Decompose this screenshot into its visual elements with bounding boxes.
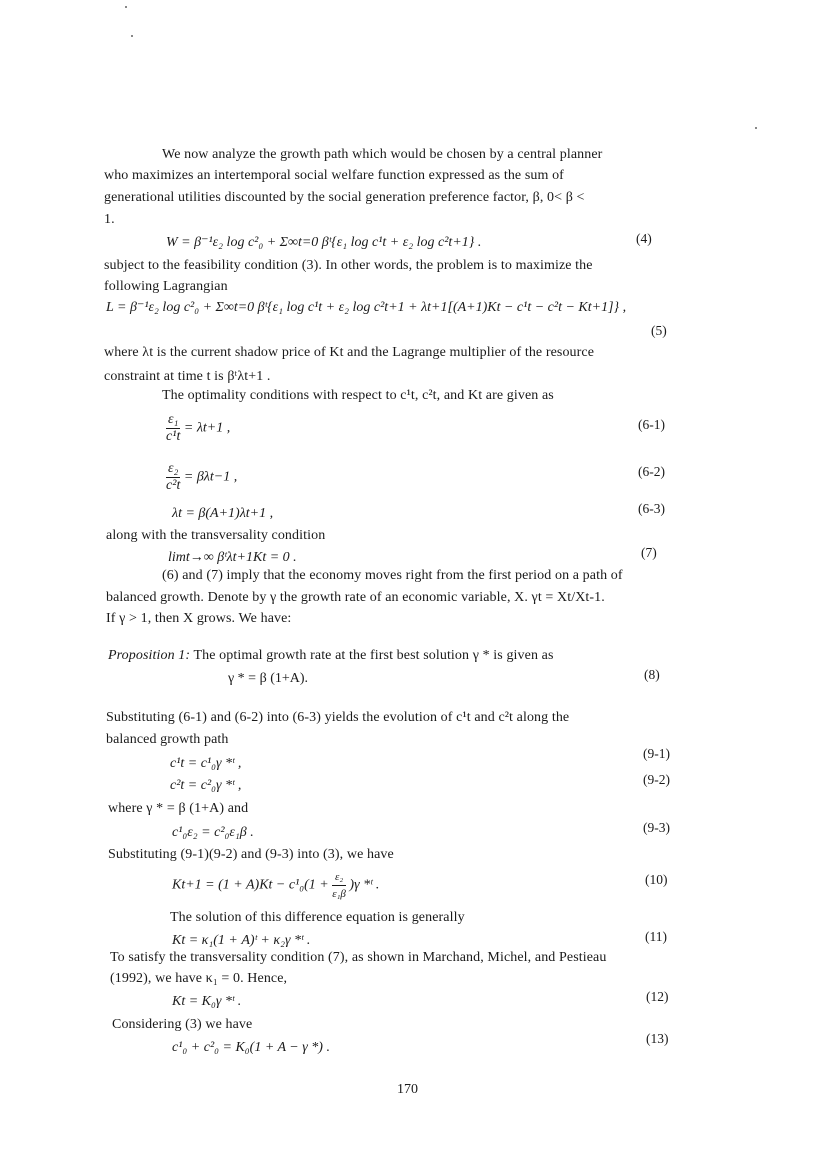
equation-number-12: (12) — [646, 989, 669, 1004]
equation-number-11: (11) — [645, 929, 667, 944]
paragraph-6-line-3: If γ > 1, then X grows. We have: — [106, 611, 292, 626]
paragraph-12-line-1: Considering (3) we have — [112, 1017, 253, 1032]
equation-number-8: (8) — [644, 667, 660, 682]
paragraph-1-line-1: We now analyze the growth path which would be chosen by a central planner — [162, 147, 603, 162]
equation-number-9-2: (9-2) — [643, 772, 670, 787]
paragraph-11-line-2: (1992), we have κ₁ = 0. Hence, — [110, 971, 288, 986]
equation-9-2: c²t = c²₀γ *ᵗ , — [170, 778, 242, 793]
paragraph-3-line-2: constraint at time t is βᵗλt+1 . — [104, 369, 271, 384]
equation-13: c¹₀ + c²₀ = K₀(1 + A − γ *) . — [172, 1040, 330, 1055]
equation-number-9-1: (9-1) — [643, 746, 670, 761]
equation-10-lhs: Kt+1 = (1 + A)Kt − c¹₀(1 + — [172, 877, 329, 893]
equation-number-6-2: (6-2) — [638, 464, 665, 479]
equation-10-denominator: ε₁β — [332, 888, 346, 900]
paragraph-3-line-1: where λt is the current shadow price of Kt and the Lagrange multiplier of the resource — [104, 345, 595, 360]
paragraph-2-line-1: subject to the feasibility condition (3). In other words, the problem is to maximize the — [104, 258, 593, 273]
proposition-1 — [108, 647, 554, 665]
equation-number-6-3: (6-3) — [638, 501, 665, 516]
paragraph-9-line-1: Substituting (9-1)(9-2) and (9-3) into (3), we have — [108, 847, 394, 862]
paragraph-6-line-1: (6) and (7) imply that the economy moves right from the first period on a path of — [162, 568, 623, 583]
equation-6-2-denominator: c²t — [166, 478, 181, 493]
paragraph-11-line-1: To satisfy the transversality condition (7), as shown in Marchand, Michel, and Pestieau — [110, 950, 607, 965]
paragraph-6-line-2: balanced growth. Denote by γ the growth rate of an economic variable, X. γt = Xt/Xt-1. — [106, 590, 605, 605]
proposition-label: Proposition 1: — [108, 648, 191, 663]
equation-6-2-rhs: = βλt−1 , — [183, 469, 238, 485]
equation-number-6-1: (6-1) — [638, 417, 665, 432]
equation-number-4: (4) — [636, 231, 652, 246]
equation-6-1-denominator: c¹t — [166, 429, 181, 444]
equation-6-1-rhs: = λt+1 , — [183, 420, 231, 436]
equation-10-rhs: )γ *ᵗ . — [349, 877, 380, 893]
equation-12: Kt = K₀γ *ᵗ . — [172, 994, 242, 1009]
paragraph-10-line-1: The solution of this difference equation is generally — [170, 910, 465, 925]
paragraph-7-line-1: Substituting (6-1) and (6-2) into (6-3) yields the evolution of c¹t and c²t along the — [106, 710, 570, 725]
proposition-text: The optimal growth rate at the first best solution γ * is given as — [190, 648, 554, 663]
equation-9-1: c¹t = c¹₀γ *ᵗ , — [170, 756, 242, 771]
scan-speck — [131, 35, 133, 37]
equation-number-13: (13) — [646, 1031, 669, 1046]
page-number: 170 — [397, 1082, 418, 1097]
paragraph-5-line-1: along with the transversality condition — [106, 528, 326, 543]
paragraph-1-line-2: who maximizes an intertemporal social welfare function expressed as the sum of — [104, 168, 564, 183]
equation-6-2 — [166, 461, 237, 494]
equation-6-1-numerator: ε₁ — [168, 412, 179, 427]
equation-10-numerator: ε₂ — [332, 869, 346, 886]
equation-6-2-numerator: ε₂ — [168, 461, 179, 476]
equation-6-1 — [166, 412, 230, 445]
equation-10 — [172, 869, 379, 902]
equation-11: Kt = κ₁(1 + A)ᵗ + κ₂γ *ᵗ . — [172, 933, 311, 948]
paragraph-1-line-4: 1. — [104, 212, 115, 227]
scan-speck — [125, 6, 127, 8]
paragraph-4-line-1: The optimality conditions with respect to c¹t, c²t, and Kt are given as — [162, 388, 554, 403]
equation-5: L = β⁻¹ε₂ log c²₀ + Σ∞t=0 βᵗ{ε₁ log c¹t + ε₂ log c²t+1 + λt+1[(A+1)Kt − c¹t − c²t − Kt+1]} , — [106, 300, 627, 315]
paragraph-8-line-1: where γ * = β (1+A) and — [108, 801, 249, 816]
equation-4: W = β⁻¹ε₂ log c²₀ + Σ∞t=0 βᵗ{ε₁ log c¹t + ε₂ log c²t+1} . — [166, 235, 482, 250]
equation-number-5: (5) — [651, 323, 667, 338]
paragraph-2-line-2: following Lagrangian — [104, 279, 228, 294]
equation-number-10: (10) — [645, 872, 668, 887]
equation-6-3: λt = β(A+1)λt+1 , — [172, 506, 274, 521]
scan-speck — [755, 127, 757, 129]
paragraph-1-line-3: generational utilities discounted by the social generation preference factor, β, 0< β < — [104, 190, 585, 205]
equation-number-7: (7) — [641, 545, 657, 560]
equation-9-3: c¹₀ε₂ = c²₀ε₁β . — [172, 825, 254, 840]
equation-7: limt→∞ βᵗλt+1Kt = 0 . — [168, 550, 297, 565]
paragraph-7-line-2: balanced growth path — [106, 732, 229, 747]
equation-number-9-3: (9-3) — [643, 820, 670, 835]
equation-8: γ * = β (1+A). — [228, 671, 309, 686]
